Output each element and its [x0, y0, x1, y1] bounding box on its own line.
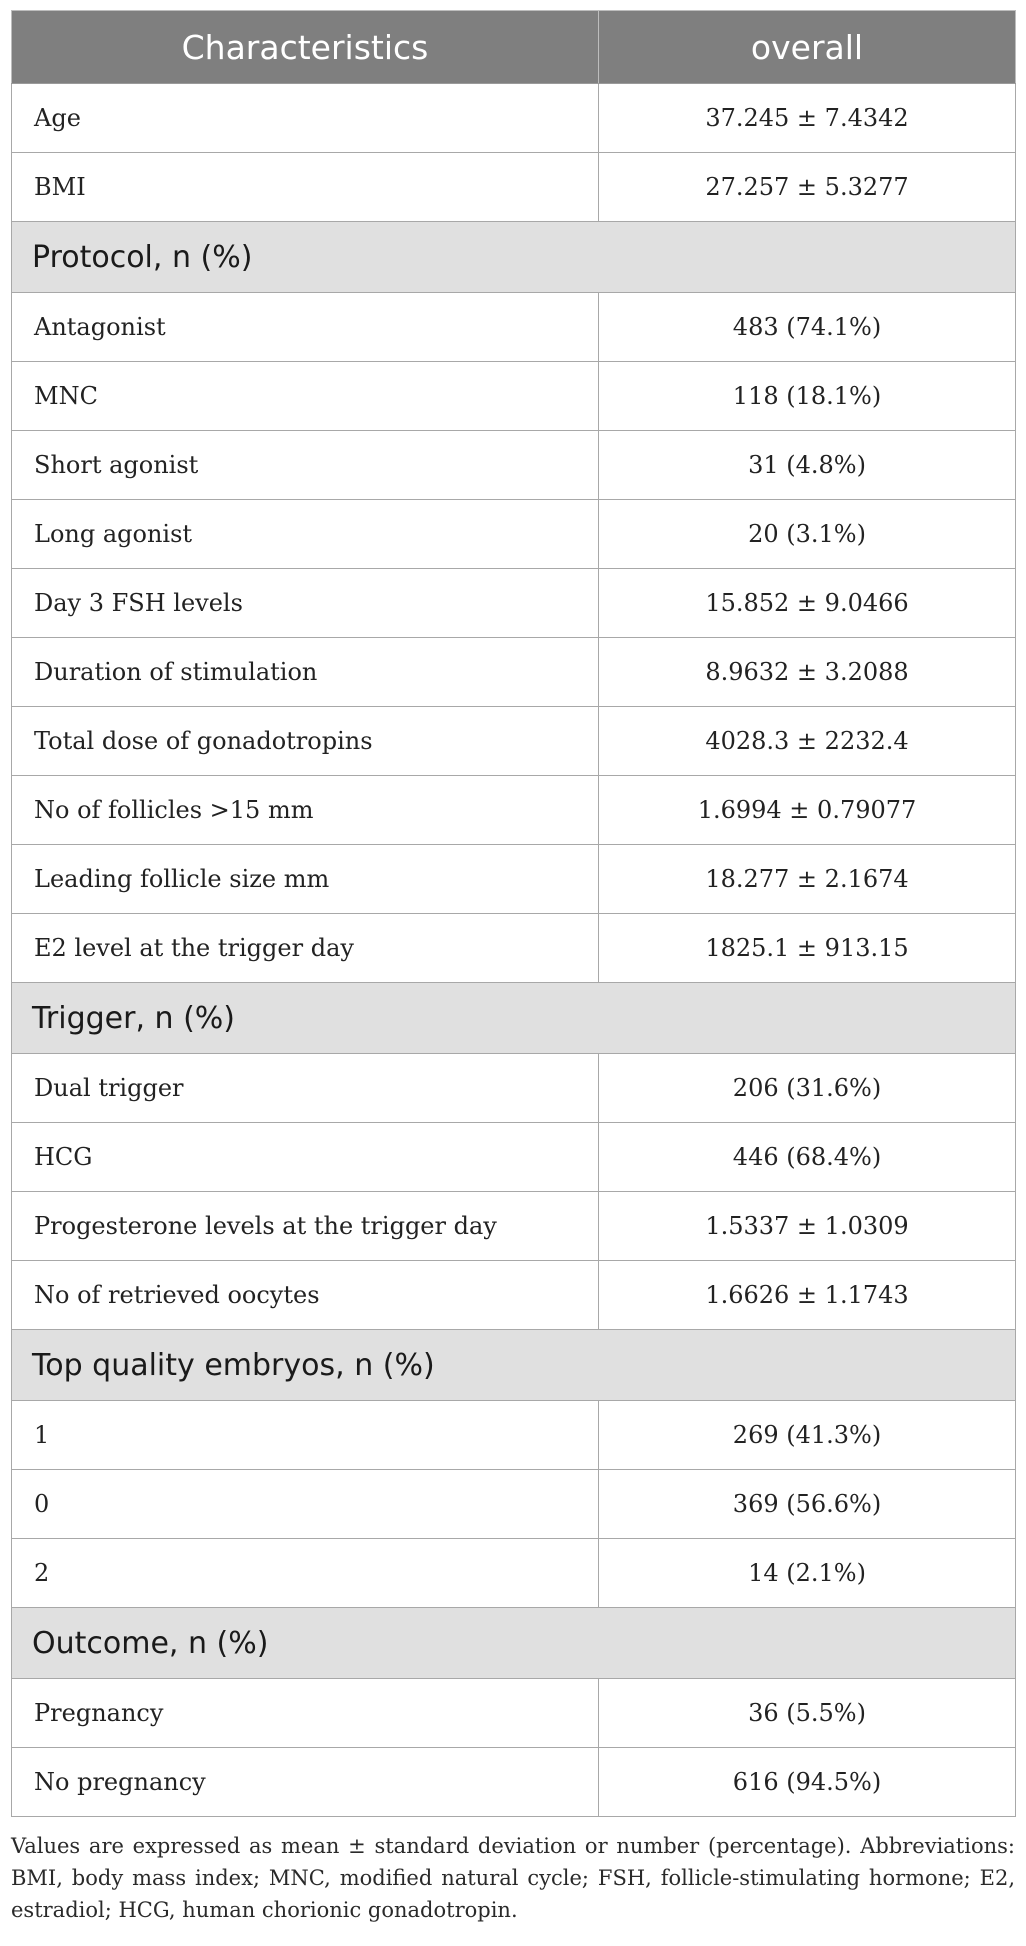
- header-overall: overall: [599, 11, 1016, 84]
- row-label: BMI: [12, 153, 599, 222]
- row-label: Short agonist: [12, 431, 599, 500]
- row-label: Day 3 FSH levels: [12, 569, 599, 638]
- row-label: Dual trigger: [12, 1054, 599, 1123]
- section-row: [12, 222, 1016, 293]
- row-value: 20 (3.1%): [599, 500, 1016, 569]
- section-label: Top quality embryos, n (%): [12, 1330, 1016, 1401]
- characteristics-table-container: [11, 10, 1015, 1817]
- row-label: Antagonist: [12, 293, 599, 362]
- row-label: No of retrieved oocytes: [12, 1261, 599, 1330]
- table-row: [12, 1192, 1016, 1261]
- section-row: [12, 1608, 1016, 1679]
- table-body: [12, 84, 1016, 1817]
- row-value: 118 (18.1%): [599, 362, 1016, 431]
- row-value: 483 (74.1%): [599, 293, 1016, 362]
- section-label: Outcome, n (%): [12, 1608, 1016, 1679]
- row-value: 15.852 ± 9.0466: [599, 569, 1016, 638]
- table-row: [12, 1054, 1016, 1123]
- row-label: Age: [12, 84, 599, 153]
- table-header-row: [12, 11, 1016, 84]
- row-label: Leading follicle size mm: [12, 845, 599, 914]
- row-label: Pregnancy: [12, 1679, 599, 1748]
- table-row: [12, 500, 1016, 569]
- table-row: [12, 431, 1016, 500]
- row-label: No of follicles >15 mm: [12, 776, 599, 845]
- row-value: 1825.1 ± 913.15: [599, 914, 1016, 983]
- row-value: 1.6626 ± 1.1743: [599, 1261, 1016, 1330]
- table-row: [12, 569, 1016, 638]
- row-value: 1.5337 ± 1.0309: [599, 1192, 1016, 1261]
- row-label: Total dose of gonadotropins: [12, 707, 599, 776]
- table-row: [12, 293, 1016, 362]
- section-label: Trigger, n (%): [12, 983, 1016, 1054]
- row-value: 37.245 ± 7.4342: [599, 84, 1016, 153]
- table-row: [12, 84, 1016, 153]
- row-value: 14 (2.1%): [599, 1539, 1016, 1608]
- row-value: 616 (94.5%): [599, 1748, 1016, 1817]
- row-value: 8.9632 ± 3.2088: [599, 638, 1016, 707]
- section-row: [12, 1330, 1016, 1401]
- row-label: Long agonist: [12, 500, 599, 569]
- row-value: 446 (68.4%): [599, 1123, 1016, 1192]
- row-label: 1: [12, 1401, 599, 1470]
- row-value: 18.277 ± 2.1674: [599, 845, 1016, 914]
- section-row: [12, 983, 1016, 1054]
- table-row: [12, 1470, 1016, 1539]
- row-label: 0: [12, 1470, 599, 1539]
- table-row: [12, 1401, 1016, 1470]
- row-label: E2 level at the trigger day: [12, 914, 599, 983]
- row-value: 369 (56.6%): [599, 1470, 1016, 1539]
- table-row: [12, 638, 1016, 707]
- table-row: [12, 1679, 1016, 1748]
- row-value: 1.6994 ± 0.79077: [599, 776, 1016, 845]
- table-footnote: Values are expressed as mean ± standard deviation or number (percentage). Abbreviations: BMI, body mass index; MNC, modified natural cycle; FSH, follicle-stimulating hormone; E2, estradiol; HCG, human chorionic gonadotropin.: [11, 1834, 1015, 1922]
- table-row: [12, 914, 1016, 983]
- table-row: [12, 776, 1016, 845]
- table-row: [12, 845, 1016, 914]
- section-label: Protocol, n (%): [12, 222, 1016, 293]
- row-value: 27.257 ± 5.3277: [599, 153, 1016, 222]
- table-row: [12, 362, 1016, 431]
- row-label: Progesterone levels at the trigger day: [12, 1192, 599, 1261]
- table-row: [12, 707, 1016, 776]
- table-row: [12, 1748, 1016, 1817]
- table-row: [12, 1261, 1016, 1330]
- row-value: 4028.3 ± 2232.4: [599, 707, 1016, 776]
- table-row: [12, 1539, 1016, 1608]
- row-label: Duration of stimulation: [12, 638, 599, 707]
- table-row: [12, 1123, 1016, 1192]
- row-value: 31 (4.8%): [599, 431, 1016, 500]
- header-characteristics: Characteristics: [12, 11, 599, 84]
- row-label: MNC: [12, 362, 599, 431]
- characteristics-table: [11, 10, 1016, 1817]
- row-value: 36 (5.5%): [599, 1679, 1016, 1748]
- row-label: 2: [12, 1539, 599, 1608]
- row-label: HCG: [12, 1123, 599, 1192]
- row-value: 206 (31.6%): [599, 1054, 1016, 1123]
- row-value: 269 (41.3%): [599, 1401, 1016, 1470]
- row-label: No pregnancy: [12, 1748, 599, 1817]
- table-row: [12, 153, 1016, 222]
